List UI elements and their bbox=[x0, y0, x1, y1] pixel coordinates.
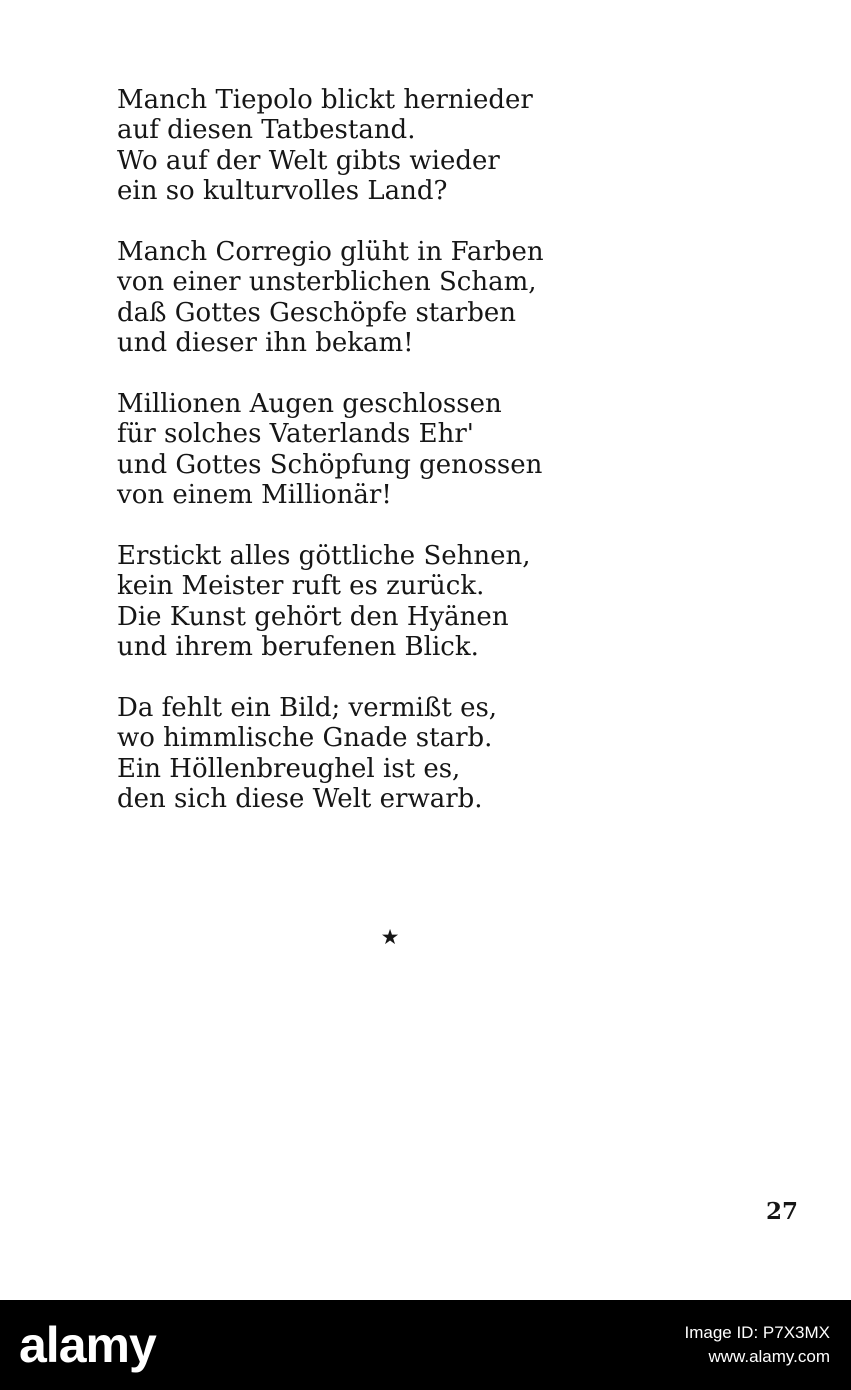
poem-line: und ihrem berufenen Blick. bbox=[117, 632, 479, 663]
poem-line: Millionen Augen geschlossen bbox=[117, 388, 502, 419]
poem-line: den sich diese Welt erwarb. bbox=[117, 783, 483, 814]
alamy-logo: alamy bbox=[19, 1317, 156, 1373]
poem-line: wo himmlische Gnade starb. bbox=[117, 723, 493, 754]
stanza-2 bbox=[117, 237, 717, 359]
watermark-bar bbox=[0, 1300, 851, 1390]
stanza-5 bbox=[117, 693, 717, 815]
poem-line: daß Gottes Geschöpfe starben bbox=[117, 297, 516, 328]
poem-line: Wo auf der Welt gibts wieder bbox=[117, 145, 500, 176]
page-number: 27 bbox=[766, 1198, 799, 1225]
poem-line: und dieser ihn bekam! bbox=[117, 328, 414, 359]
image-id-label: Image ID: P7X3MX bbox=[684, 1323, 830, 1342]
poem-line: Da fehlt ein Bild; vermißt es, bbox=[117, 692, 498, 723]
poem-line: Ein Höllenbreughel ist es, bbox=[117, 753, 461, 784]
poem-line: und Gottes Schöpfung genossen bbox=[117, 449, 543, 480]
poem-line: für solches Vaterlands Ehr' bbox=[117, 419, 474, 450]
poem-line: auf diesen Tatbestand. bbox=[117, 115, 416, 146]
poem-line: Die Kunst gehört den Hyänen bbox=[117, 601, 509, 632]
poem-line: kein Meister ruft es zurück. bbox=[117, 571, 485, 602]
poem-line: Erstickt alles göttliche Sehnen, bbox=[117, 540, 531, 571]
website-label: www.alamy.com bbox=[708, 1347, 830, 1366]
poem-line: Manch Tiepolo blickt hernieder bbox=[117, 85, 533, 115]
poem-line: ein so kulturvolles Land? bbox=[117, 176, 448, 207]
poem-line: von einem Millionär! bbox=[117, 480, 392, 511]
poem-line: von einer unsterblichen Scham, bbox=[117, 267, 537, 298]
poem-line: Manch Corregio glüht in Farben bbox=[117, 236, 544, 267]
stanza-1 bbox=[117, 85, 717, 207]
stanza-3 bbox=[117, 389, 717, 511]
star-icon: ★ bbox=[380, 925, 400, 949]
poem bbox=[117, 85, 717, 845]
stanza-4 bbox=[117, 541, 717, 663]
